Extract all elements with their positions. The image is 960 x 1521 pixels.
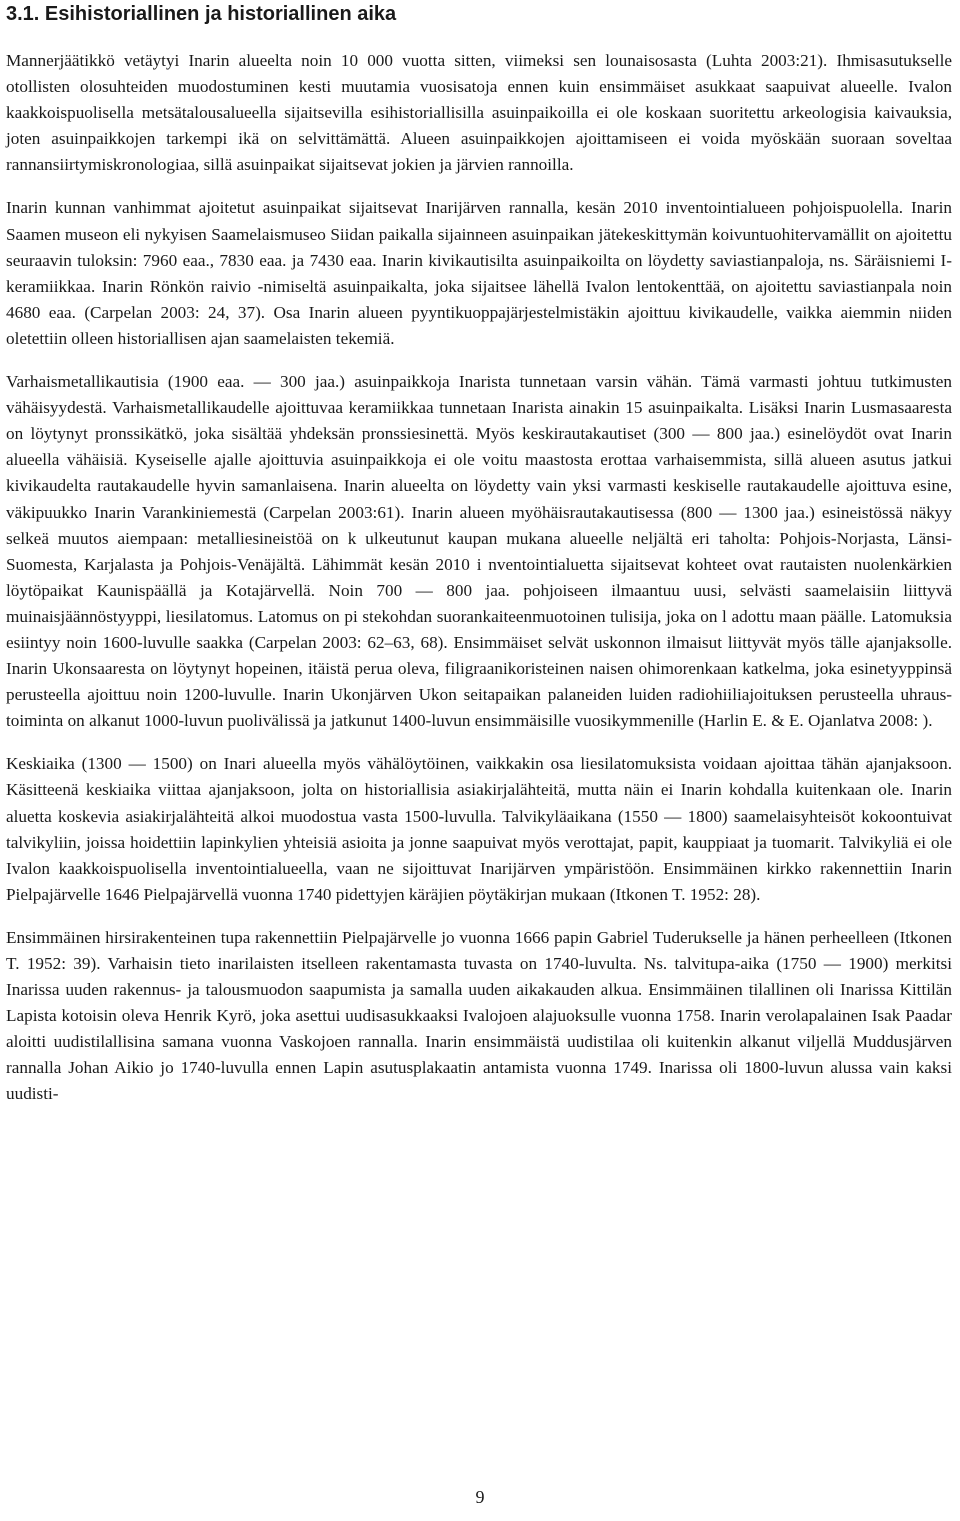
- paragraph-middle-ages: Keskiaika (1300 — 1500) on Inari alueella myös vähälöytöinen, vaikkakin osa liesilatomuksista voidaan ajoittaa tähän ajanjaksoon. Käsitteenä keskiaika viittaa ajanjaksoon, jolta on historiallisia asiakirjalähteitä, mutta näin ei Inarin kohdalla kuitenkaan ole. Inarin aluetta koskevia asiakirjalähteitä alkoi muodostua vasta 1500-luvulla. Talvikyläaikana (1550 — 1800) saamelaisyhteisöt kokoontuivat talvikyliin, joissa hoidettiin lapinkylien yhteisiä asioita ja jonne saapuivat myös verottajat, papit, kauppiaat ja tuomarit. Talvikyliä ei ole Ivalon kaakkoispuolisella inventointialueella, vaan ne sijoittuvat Inarijärven ympäristöön. Ensimmäinen kirkko rakennettiin Inarin Pielpajärvelle 1646 Pielpajärvellä vuonna 1740 pidettyjen käräjien pöytäkirjan mukaan (Itkonen T. 1952: 28).: [6, 754, 952, 904]
- document-page: [6, 0, 952, 1108]
- paragraph-early-metal-age: Varhaismetallikautisia (1900 eaa. — 300 jaa.) asuinpaikkoja Inarista tunnetaan varsin vähän. Tämä varmasti johtuu tutkimusten vähäisyydestä. Varhaismetallikaudelle ajoittuvaa keramiikkaa tunnetaan Inarista ainakin 15 asuinpaikalta. Lisäksi Inarin Lusmasaaresta on löytynyt pronssikätkö, joka sisältää yhdeksän pronssiesinettä. Myös keskirautakautiset (300 — 800 jaa.) esinelöydöt ovat Inarin alueella vähäisiä. Kyseiselle ajalle ajoittuvia asuinpaikkoja ei ole voitu maastosta erottaa varhaisemmista, sillä alueen asutus jatkui kivikaudelta rautakaudelle hyvin samanlaisena. Inarin alueelta on löydetty vain yksi varmasti keskiselle rautakaudelle ajoittuva esine, väkipuukko Inarin Varankiniemestä (Carpelan 2003:61). Inarin alueen myöhäisrautakautisessa (800 — 1300 jaa.) esineistössä näkyy selkeä muutos aiempaan: metalliesineistöä on k ulkeutunut kaupan mukana alueelle neljältä eri taholta: Pohjois-Norjasta, Länsi-Suomesta, Karjalasta ja Pohjois-Venäjältä. Lähimmät kesän 2010 i nventointialuetta sijaitsevat kohteet ovat rautaisten nuolenkärkien löytöpaikat Kaunispäällä ja Kotajärvellä. Noin 700 — 800 jaa. pohjoiseen ilmaantuu uusi, selvästi saamelaisiin liittyvä muinaisjäännöstyyppi, liesilatomus. Latomus on pi stekohdan suorankaiteenmuotoinen tulisija, joka on l adottu maan päälle. Latomuksia esiintyy noin 1600-luvulle saakka (Carpelan 2003: 62–63, 68). Ensimmäiset selvät uskonnon ilmaisut liittyvät myös tälle ajanjaksolle. Inarin Ukonsaaresta on löytynyt hopeinen, itäistä perua oleva, filigraanikoristeinen naisen ohimorenkaan katkelma, joka esinetyyppinsä perusteella ajoittuu noin 1200-luvulle. Inarin Ukonjärven Ukon seitapaikan palaneiden luiden radiohiiliajoituksen perusteella uhraustoiminta on alkanut 1000-luvun puolivälissä ja jatkunut 1400-luvun ensimmäisille vuosikymmenille (Harlin E. & E. Ojanlatva 2008: ).: [6, 372, 952, 731]
- paragraph-oldest-settlements: Inarin kunnan vanhimmat ajoitetut asuinpaikat sijaitsevat Inarijärven rannalla, kesän 2010 inventointialueen pohjoispuolella. Inarin Saamen museon eli nykyisen Saamelaismuseo Siidan paikalla sijainneen asuinpaikan jätekeskittymän koivuntuohitervamällit on ajoitettu seuraavin tuloksin: 7960 eaa., 7830 eaa. ja 7430 eaa. Inarin kivikautisilta asuinpaikoilta on löydetty saviastianpaloja, ns. Säräisniemi I-keramiikkaa. Inarin Rönkön raivio -nimiseltä asuinpaikalta, joka sijaitsee lähellä Ivalon lentokenttää, on ajoitettu saviastianpala noin 4680 eaa. (Carpelan 2003: 24, 37). Osa Inarin alueen pyyntikuoppajärjestelmistäkin ajoittuu kivikaudelle, vaikka aiemmin niiden oletettiin olleen historiallisen ajan saamelaisten tekemiä.: [6, 198, 952, 348]
- page-number: 9: [475, 1487, 485, 1507]
- paragraph-deglaciation: Mannerjäätikkö vetäytyi Inarin alueelta noin 10 000 vuotta sitten, viimeksi sen lounaisosasta (Luhta 2003:21). Ihmisasutukselle otollisten olosuhteiden muodostuminen kesti muutamia vuosisatoja ennen kuin ensimmäiset asukkaat saapuivat alueelle. Ivalon kaakkoispuolisella metsätalousalueella sijaitsevilla esihistoriallisilla asuinpaikoilla ei ole koskaan suoritettu arkeologisia kaivauksia, joten asuinpaikkojen tarkempi ikä on selvittämättä. Alueen asuinpaikkojen ajoittamiseen ei voida myöskään suoraan soveltaa rannansiirtymiskronologiaa, sillä asuinpaikat sijaitsevat jokien ja järvien rannoilla.: [6, 51, 952, 175]
- section-heading: 3.1. Esihistoriallinen ja historiallinen aika: [6, 3, 397, 25]
- paragraph-first-log-house: Ensimmäinen hirsirakenteinen tupa rakennettiin Pielpajärvelle jo vuonna 1666 papin Gabriel Tuderukselle ja hänen perheelleen (Itkonen T. 1952: 39). Varhaisin tieto inarilaisten itselleen rakentamasta tuvasta on 1740-luvulta. Ns. talvitupa-aika (1750 — 1900) merkitsi Inarissa uuden rakennus- ja talousmuodon saapumista ja samalla uuden aikakauden alkua. Ensimmäinen tilallinen oli Inarissa Kittilän Lapista kotoisin oleva Henrik Kyrö, joka asettui uudisasukkaaksi Ivalojoen alajuoksulle vuonna 1758. Inarin verolapalainen Isak Paadar aloitti uudistilallisina samana vuonna Vaskojoen rannalla. Inarin ensimmäistä uudistilaa oli kuitenkin alkanut viljellä Muddusjärven rannalla Johan Aikio jo 1740-luvulla ennen Lapin asutusplakaatin antamista vuonna 1749. Inarissa oli 1800-luvun alussa vain kaksi uudisti-: [6, 927, 952, 1104]
